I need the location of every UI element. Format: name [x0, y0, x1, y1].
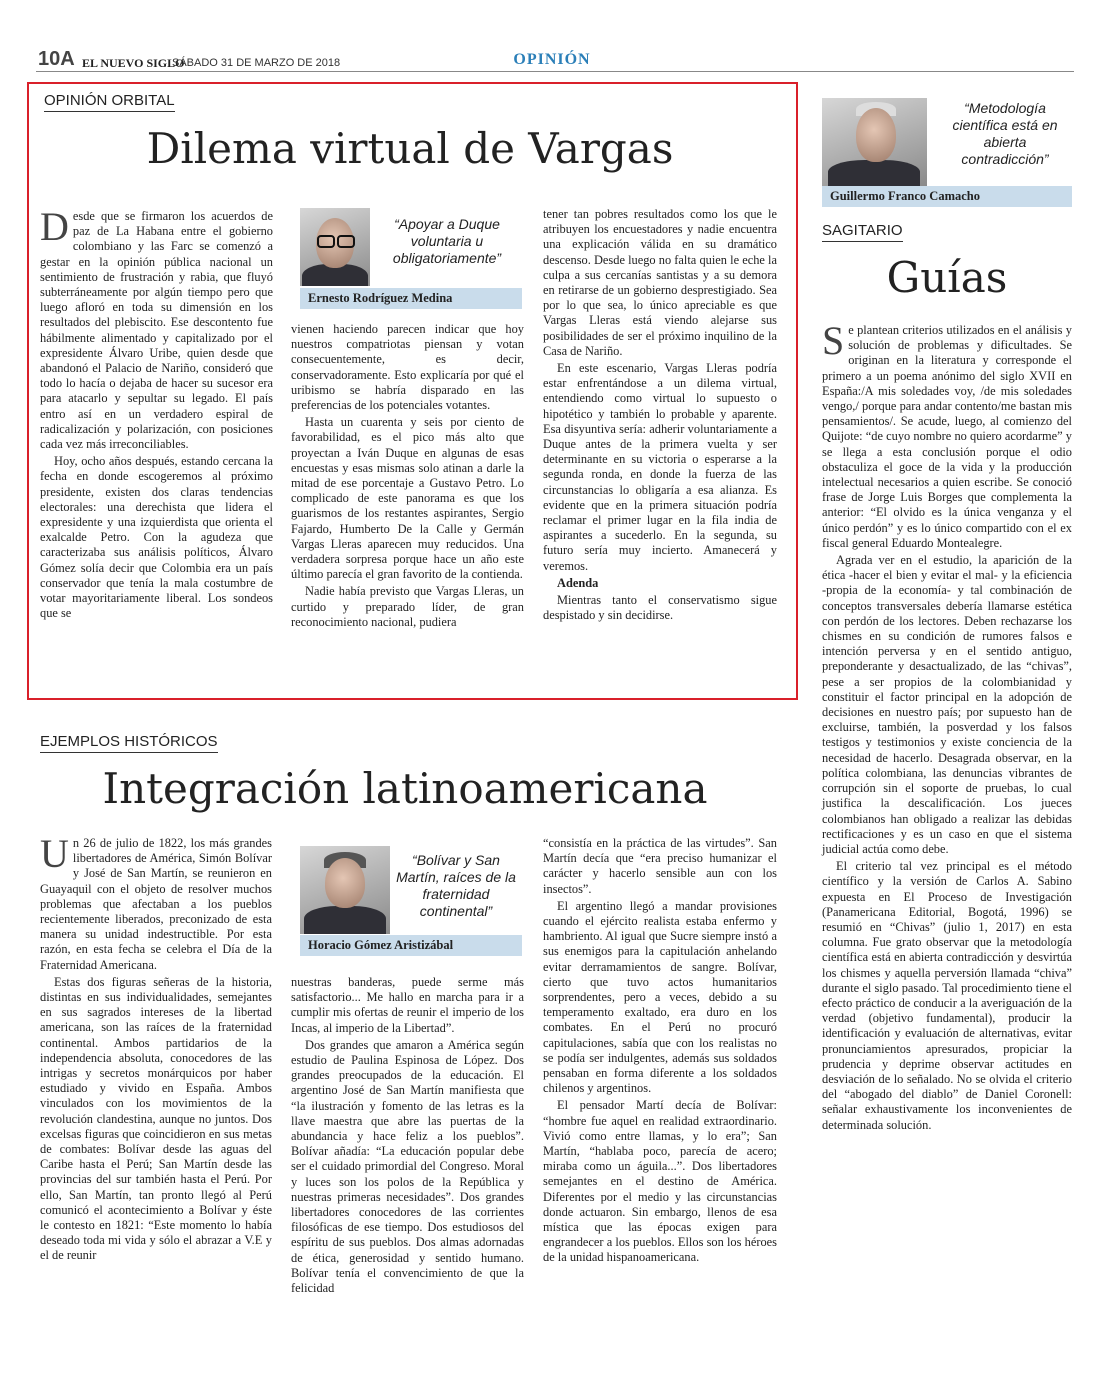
article3-title: Guías — [886, 253, 1008, 302]
article2-kicker: EJEMPLOS HISTÓRICOS — [40, 733, 218, 753]
article2-paragraph: “consistía en la práctica de las virtudes”. San Martín decía que “era preciso humanizar el carácter y hacerlo sensible aun con los insectos”. — [543, 836, 777, 896]
article2-title: Integración latinoamericana — [102, 764, 708, 813]
article2-paragraph: Estas dos figuras señeras de la historia, distintas en sus individualidades, semejantes en sus sagrados intereses de la libertad americana, son las raíces de la fraternidad continental. Ambos partidarios de la independencia absoluta, conocedores de las intrigas y secretos monárquicos por haber estudiado y vivido en España. Ambos vinculados con los movimientos de la revolución clandestina, aunque no juntos. Dos excelsas figuras que coincidieron en sus metas de combates: Bolívar desde las aguas del Caribe hasta el Perú; San Martín desde las provincias del sur también hasta el Perú. Por ello, San Martín, tan pronto llegó al Perú comunicó el acontecimiento a Bolívar y éste le contesto en 1821: “Este momento lo había deseado toda mi vida y sólo el abrazar a V.E y el de reunir — [40, 974, 272, 1263]
article3-author: Guillermo Franco Camacho — [822, 186, 1072, 207]
article1-pull-quote: “Apoyar a Duque voluntaria u obligatoriamente” — [392, 216, 502, 266]
article1-paragraph: Hasta un cuarenta y seis por ciento de favorabilidad, es el pico más alto que proyectan a Iván Duque en algunas de esas encuestas y esas mismas solo atinan a darle la mitad de ese porcentaje a Gustavo Petro. Lo complicado de este panorama es que los guarismos de los restantes aspirantes, Sergio Fajardo, Humberto De la Calle y Germán Vargas Lleras aparecen muy reducidos. Una verdadera sorpresa porque hace un año este último parecía el gran favorito de la contienda. — [291, 415, 524, 582]
article1-subhead: Adenda — [557, 575, 599, 590]
article1-title: Dilema virtual de Vargas — [146, 124, 674, 173]
article3-kicker: SAGITARIO — [822, 222, 903, 242]
article1-author: Ernesto Rodríguez Medina — [300, 288, 522, 309]
header-rule — [36, 71, 1074, 72]
author-photo-rodriguez — [300, 208, 370, 286]
article2-column-1 — [40, 831, 272, 1266]
article1-paragraph: vienen haciendo parecen indicar que hoy nuestros compatriotas piensan y votan consecuentemente, es decir, conservadoramente. Esto explicaría por qué el uribismo se habría disparado en las preferencias de los potenciales votantes. — [291, 322, 524, 413]
article2-paragraph: El argentino llegó a mandar provisiones cuando el ejército realista estaba enfermo y hambriento. Al igual que Sucre siempre instó a sus enemigos para la capitulación anhelando evitar derramamientos de sangre. Bolívar, cierto que tuvo actos humanitarios sorprendentes, pero a veces, debido a su temperamento exaltado, era duro en los combates. En el Perú no procuró capitulaciones, sabía que con los realistas no se podía ser indulgentes, además sus soldados pensaban en forma diferente a los soldados chilenos y argentinos. — [543, 898, 777, 1096]
section-title: OPINIÓN — [513, 51, 591, 68]
article2-author: Horacio Gómez Aristizábal — [300, 935, 522, 956]
article2-paragraph: Dos grandes que amaron a América según estudio de Paulina Espinosa de López. Dos grandes preocupados de la educación. El argentino José de San Martín manifiesta que “la ilustración y fomento de las letras es la llave maestra que abre las puertas de la abundancia y hace feliz a los pueblos”. Bolívar añadía: “La educación popular debe ser el cuidado primordial del Congreso. Moral y luces son los polos de la República y nuestras primeras necesidades”. Dos grandes libertadores conocedores de las corrientes filosóficas de ese tiempo. Dos estudiosos del espíritu de sus pueblos. Dos almas adornadas de ética, generosidad y sentido humano. Bolívar tenía el convencimiento de que la felicidad — [291, 1037, 524, 1296]
author-photo-gomez — [300, 846, 390, 934]
article2-column-3 — [543, 836, 777, 1268]
article3-paragraph: Se plantean criterios utilizados en el análisis y solución de problemas y dificultades. Se originan en la literatura y corresponde el primero a un poema anónimo del siglo XVII en España:/A mis soledades voy, /de mis soledades vengo,/ porque para andar contento/me bastan mis pensamientos/. Se acude, luego, al comienzo del Quijote: “de cuyo nombre no quiero acordarme” y se llega a esta conclusión porque el odio obstaculiza el goce de la vida y la producción intelectual necesarios a quien escribe. Se conoció frase de Jorge Luis Borges que complementa la anterior: “El olvido es la única venganza y el único perdón” y es lo único compartido con el ex fiscal general Eduardo Montealegre. — [822, 318, 1072, 550]
article1-paragraph: Mientras tanto el conservatismo sigue despistado y sin decidirse. — [543, 593, 777, 623]
article1-column-3 — [543, 207, 777, 625]
article1-paragraph: Desde que se firmaron los acuerdos de paz de La Habana entre el gobierno colombiano y las Farc se comenzó a gestar en la opinión pública nacional un sentimiento de frustración y rabia, que fluyó subterráneamente por algún tiempo pero que luego afloró en toda su dimensión en los resultados del plebiscito. Ese descontento fue hábilmente alimentado y capitalizado por el expresidente Álvaro Uribe, quien desde que abandonó el Palacio de Nariño, consideró que todo lo hacía o dejaba de hacer su sucesor era para atacarlo y sepultar su legado. El país entro así en un verdadero espiral de radicalización y polarización, con posiciones cada vez más irreconciliables. — [40, 204, 273, 452]
newspaper-name: EL NUEVO SIGLO — [82, 56, 185, 70]
article2-paragraph: Un 26 de julio de 1822, los más grandes libertadores de América, Simón Bolívar y José de San Martín, se reunieron en Guayaquil con el objeto de resolver muchos problemas que afectaban a los pueblos recientemente liberados, preconizado de esta manera su unidad indestructible. Por esta razón, en esta fecha se celebra el Día de la Fraternidad Americana. — [40, 831, 272, 972]
article2-pull-quote: “Bolívar y San Martín, raíces de la fraternidad continental” — [396, 852, 516, 919]
page-number: 10A — [38, 48, 75, 70]
article3-pull-quote: “Metodología científica está en abierta contradicción” — [952, 100, 1058, 167]
article2-paragraph: El pensador Martí decía de Bolívar: “hombre fue aquel en realidad extraordinario. Vivió como entre llamas, y lo era”; San Martín, “hablaba poco, parecía de acero; miraba como un águila...”. Dos libertadores semejantes en el destino de América. Diferentes por el medio y las circunstancias donde actuaron. Sin embargo, llenos de esa mística que las épocas exigen para engrandecer a los pueblos. Ellos son los héroes de la unidad hispanoamericana. — [543, 1098, 777, 1265]
article3-paragraph: Agrada ver en el estudio, la aparición de la ética -hacer el bien y evitar el mal- y la eficiencia -propia de la economía- y tal combinación de conceptos transversales debería llamarse estética con perdón de los lectores. Deben rechazarse los chismes en su condición de rumores falsos e intención perversa y en el sentido antiguo, preponderante y desactualizado, de las “chivas”, pese a ser propios de la colombianidad y constituir el factor principal en la adopción de decisiones en nuestro país; por supuesto han de excluirse, también, la posverdad y los falsos testigos y testimonios y existe conciencia de la necesidad de hacerlo. Desagrada observar, en la política colombiana, las denuncias vibrantes de corrupción sin el soporte de pruebas, lo cual justifica la descalificación. Los jueces colombianos han obligado a realizar las debidas rectificaciones y es un caso en que el sistema judicial actúa como debe. — [822, 553, 1072, 856]
article3-paragraph: El criterio tal vez principal es el método científico y la versión de Carlos A. Sabino expuesta en El Proceso de Investigación (Panamericana Editorial, Bogotá, 1996) se resumió en “Chivas” (julio 1, 2017) en esta columna. Fue grato observar que la metodología científica está en abierta contradicción y desvirtúa los chismes y aquella perversión llamada “chiva” durante el siglo pasado. Tal procedimiento tiene el efecto práctico de conducir a la averiguación de la verdad (objetivo fundamental), producir la identificación y evaluación de alternativas, evitar pronunciamientos apresurados, propiciar la prudencia y deprime observar actitudes en desviación de lo señalado. No se olvida el criterio del “abogado del diablo” de Daniel Coronell: señalar exhaustivamente los inconvenientes de determinada solución. — [822, 859, 1072, 1132]
article1-paragraph: En este escenario, Vargas Lleras podría estar enfrentándose a un dilema virtual, entendiendo como virtual lo supuesto o hipotético y también lo probable y aparente. Esa disyuntiva sería: adherir voluntariamente a Duque antes de la primera vuelta y ser determinante en su victoria o esperarse a la segunda ronda, en donde la fuerza de las circunstancias lo obligaría a esa alianza. Es evidente que en la primera situación podría reclamar el primer lugar en la fila india de aspirantes a sucederlo. En la segunda, su futuro sería muy incierto. Amanecerá y veremos. — [543, 361, 777, 573]
article1-paragraph: tener tan pobres resultados como los que le atribuyen los encuestadores y nadie encuentra una explicación válida en su dramático descenso. Desde luego no falta quien le eche la culpa a sus cercanías santistas y a su demora en retirarse de un gobierno desprestigiado. Sea por lo que sea, lo único apreciable es que Vargas Lleras está viendo alejarse sus posibilidades de ser el próximo inquilino de la Casa de Nariño. — [543, 207, 777, 358]
article3-column — [822, 318, 1072, 1135]
article1-kicker: OPINIÓN ORBITAL — [44, 92, 175, 112]
author-photo-franco — [822, 98, 927, 186]
issue-date: SÁBADO 31 DE MARZO DE 2018 — [172, 57, 341, 69]
article1-column-2 — [291, 322, 524, 632]
article2-column-2 — [291, 975, 524, 1298]
article2-paragraph: nuestras banderas, puede serme más satisfactorio... Me hallo en marcha para ir a cumplir mis ofertas de reunir el imperio de los Incas, al imperio de la Libertad”. — [291, 975, 524, 1035]
article1-paragraph: Hoy, ocho años después, estando cercana la fecha en donde escogeremos al próximo presidente, existen dos claras tendencias electorales: una derechista que lidera el expresidente y una izquierdista que orienta el exalcalde Petro. Con la agudeza que caracterizaba sus análisis políticos, Álvaro Gómez solía decir que Colombia era un país conservador que tenía la mala costumbre de votar mayoritariamente liberal. Los sondeos que se — [40, 454, 273, 621]
article1-column-1 — [40, 204, 273, 623]
article1-paragraph: Nadie había previsto que Vargas Lleras, un curtido y preparado líder, de gran reconocimiento nacional, pudiera — [291, 584, 524, 629]
